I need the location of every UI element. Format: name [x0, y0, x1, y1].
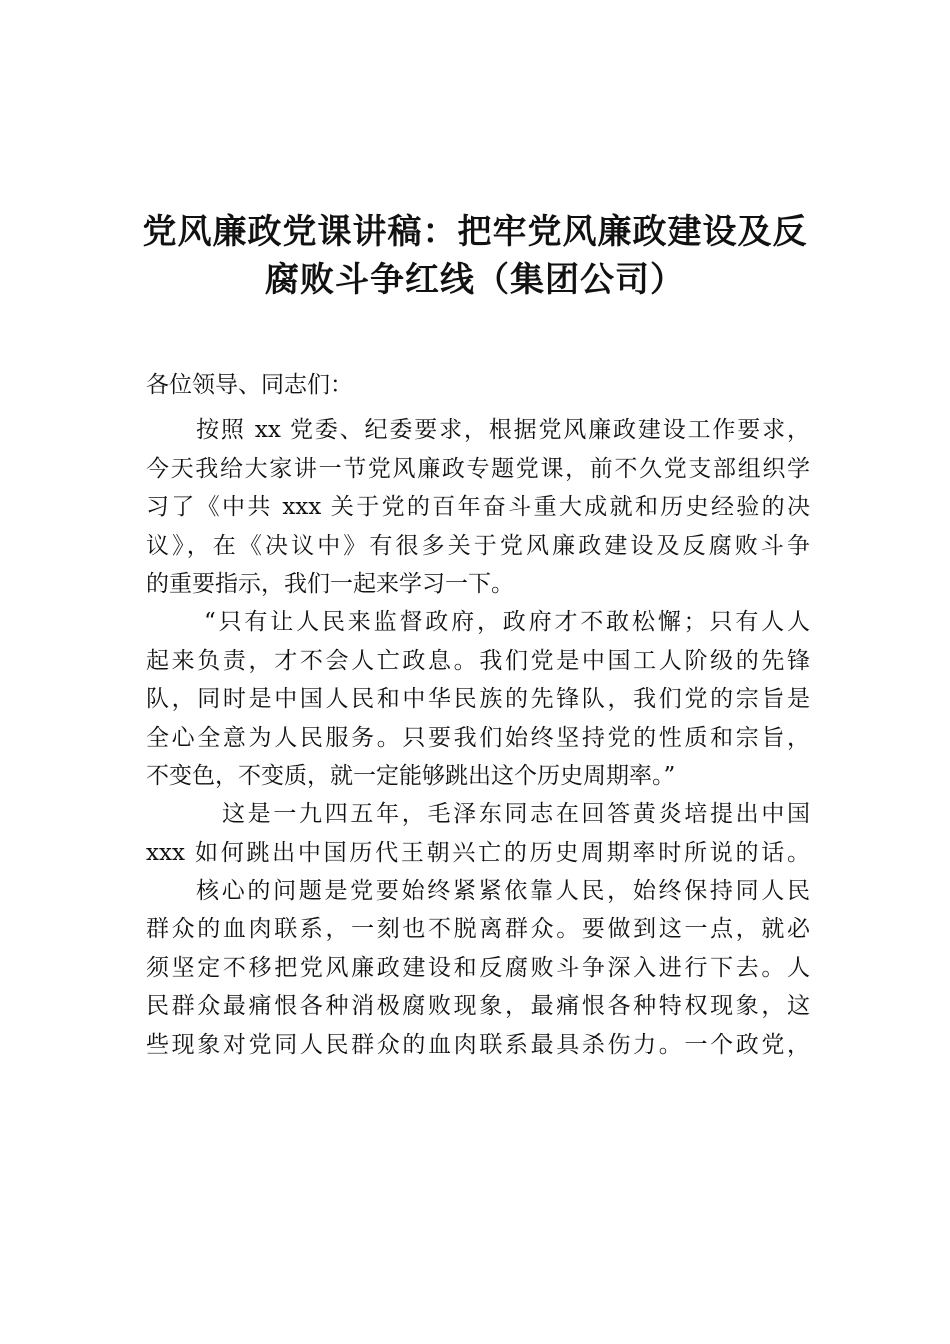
paragraph-line: 的重要指示，我们一起来学习一下。: [146, 570, 514, 597]
document-title: [120, 208, 830, 304]
paragraph-line: 按照 xx 党委、纪委要求，根据党风廉政建设工作要求，: [196, 417, 810, 444]
paragraph-line: 这是一九四五年，毛泽东同志在回答黄炎培提出中国: [222, 801, 810, 828]
salutation: 各位领导、同志们：: [146, 372, 353, 398]
paragraph-line: 队，同时是中国人民和中华民族的先锋队，我们党的宗旨是: [146, 686, 810, 713]
paragraph-line: 民群众最痛恨各种消极腐败现象，最痛恨各种特权现象，这: [146, 993, 810, 1020]
title-line-1: 党风廉政党课讲稿：把牢党风廉政建设及反: [142, 212, 808, 252]
paragraph-line: xxx 如何跳出中国历代王朝兴亡的历史周期率时所说的话。: [146, 839, 810, 866]
paragraph-line: 些现象对党同人民群众的血肉联系最具杀伤力。一个政党，: [146, 1031, 810, 1058]
paragraph-2-quote: [146, 603, 810, 795]
document-body: [146, 366, 810, 1064]
paragraph-line: 不变色，不变质，就一定能够跳出这个历史周期率。”: [146, 762, 676, 789]
title-line-2: 腐败斗争红线（集团公司）: [265, 260, 685, 300]
paragraph-line: 习了《中共 xxx 关于党的百年奋斗重大成就和历史经验的决: [146, 494, 810, 521]
paragraph-line: 群众的血肉联系，一刻也不脱离群众。要做到这一点，就必: [146, 916, 810, 943]
paragraph-line: 起来负责，才不会人亡政息。我们党是中国工人阶级的先锋: [146, 647, 810, 674]
paragraph-line: 今天我给大家讲一节党风廉政专题党课，前不久党支部组织学: [146, 455, 810, 482]
paragraph-line: “只有让人民来监督政府，政府才不敢松懈；只有人人: [204, 609, 810, 636]
paragraph-1: [146, 411, 810, 603]
paragraph-4: [146, 872, 810, 1064]
paragraph-3: [146, 795, 810, 872]
paragraph-line: 议》，在《决议中》有很多关于党风廉政建设及反腐败斗争: [146, 532, 810, 559]
paragraph-line: 须坚定不移把党风廉政建设和反腐败斗争深入进行下去。人: [146, 954, 810, 981]
paragraph-line: 全心全意为人民服务。只要我们始终坚持党的性质和宗旨，: [146, 724, 810, 751]
paragraph-line: 核心的问题是党要始终紧紧依靠人民，始终保持同人民: [196, 878, 810, 905]
